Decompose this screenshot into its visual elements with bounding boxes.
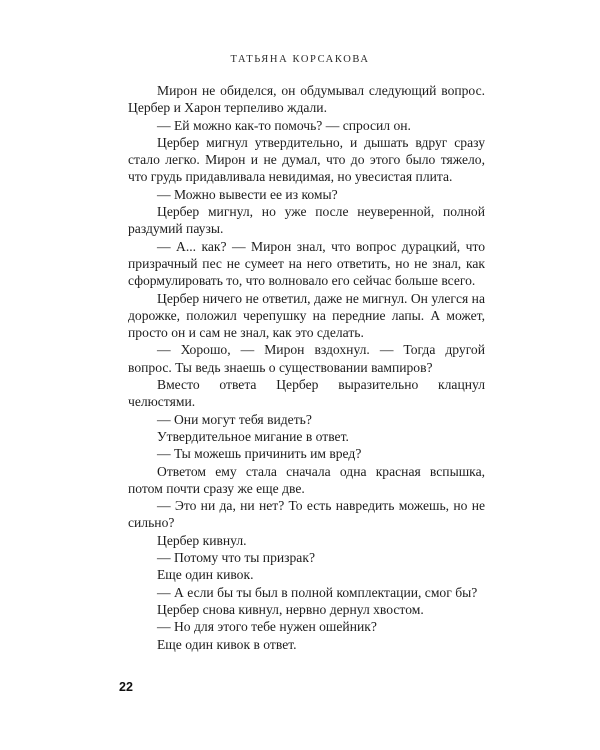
paragraph: — А если бы ты был в полной комплектации, смог бы? [157,584,478,600]
paragraph: — Но для этого тебе нужен ошейник? [157,619,377,635]
paragraph: — Это ни да, ни нет? То есть навредить можешь, но не сильно? [128,498,485,531]
paragraph: Цербер мигнул, но уже после неуверенной, полной раздумий паузы. [128,204,485,237]
paragraph: Вместо ответа Цербер выразительно клацнул челюстями. [128,377,485,410]
paragraph: — Потому что ты призрак? [157,550,315,566]
paragraph: — Хорошо, — Мирон вздохнул. — Тогда другой вопрос. Ты ведь знаешь о существовании вампиров? [128,342,485,375]
page-number: 22 [119,680,133,694]
paragraph: Цербер кивнул. [157,532,247,548]
paragraph: — Они могут тебя видеть? [157,411,312,427]
paragraph: — Можно вывести ее из комы? [157,186,338,202]
body-text [128,82,485,653]
paragraph: Ответом ему стала сначала одна красная вспышка, потом почти сразу же еще две. [128,463,485,496]
paragraph: Мирон не обиделся, он обдумывал следующий вопрос. Цербер и Харон терпеливо ждали. [128,83,485,116]
paragraph: Цербер снова кивнул, нервно дернул хвостом. [157,601,424,617]
paragraph: Утвердительное мигание в ответ. [157,428,349,444]
paragraph: — Ты можешь причинить им вред? [157,446,362,462]
paragraph: — Ей можно как-то помочь? — спросил он. [157,117,411,133]
running-head: ТАТЬЯНА КОРСАКОВА [230,54,370,65]
paragraph: — А... как? — Мирон знал, что вопрос дурацкий, что призрачный пес не сумеет на него ответить, но не знал, как сформулировать то, что волновало его сейчас больше всего. [128,238,485,289]
paragraph: Еще один кивок в ответ. [157,636,297,652]
paragraph: Цербер ничего не ответил, даже не мигнул. Он улегся на дорожке, положил черепушку на передние лапы. А может, просто он и сам не знал, как это сделать. [128,290,485,341]
paragraph: Цербер мигнул утвердительно, и дышать вдруг сразу стало легко. Мирон и не думал, что до этого было тяжело, что грудь придавливала невидимая, но увесистая плита. [128,134,485,185]
paragraph: Еще один кивок. [157,567,254,583]
